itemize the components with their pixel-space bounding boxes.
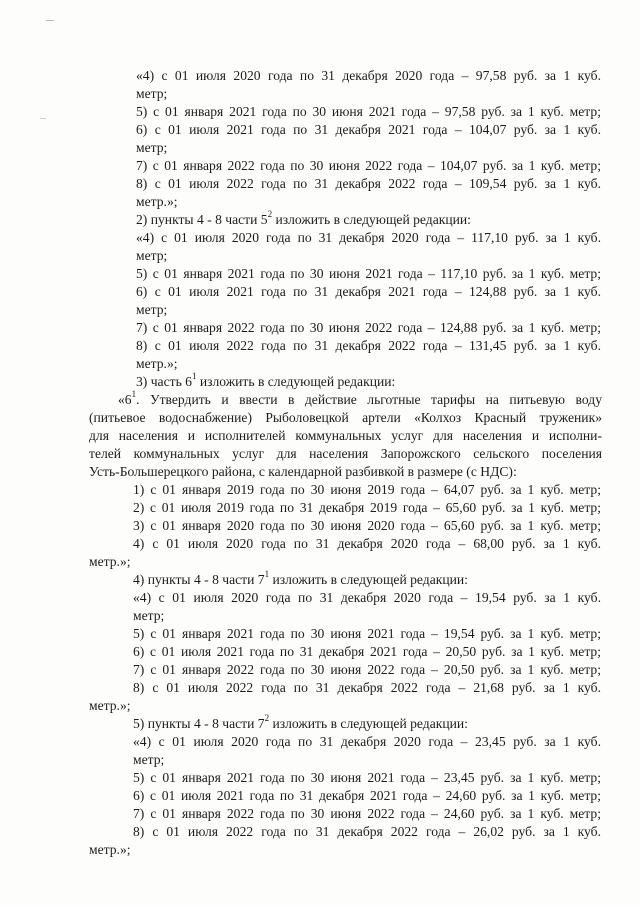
text-line bbox=[136, 248, 167, 264]
line-text: 7) с 01 января 2022 года по 30 июня 2022 года – 124,88 руб. за 1 куб. метр; bbox=[136, 320, 601, 335]
line-text: метр; bbox=[133, 608, 165, 623]
line-text: 8) с 01 июля 2022 года по 31 декабря 2022 года – 131,45 руб. за 1 куб. bbox=[136, 338, 601, 353]
text-line bbox=[133, 734, 601, 750]
line-text: 6) с 01 июля 2021 года по 31 декабря 2021 года – 20,50 руб. за 1 куб. метр; bbox=[133, 644, 601, 659]
line-text: метр; bbox=[136, 86, 168, 101]
line-text: 7) с 01 января 2022 года по 30 июня 2022 года – 20,50 руб. за 1 куб. метр; bbox=[133, 662, 601, 677]
text-line bbox=[136, 209, 471, 228]
line-text: 5) с 01 января 2021 года по 30 июня 2021 года – 117,10 руб. за 1 куб. метр; bbox=[136, 266, 601, 281]
text-line bbox=[133, 770, 601, 786]
line-text-after: изложить в следующей редакции: bbox=[196, 374, 396, 389]
line-text: метр.»; bbox=[89, 554, 131, 569]
text-line bbox=[136, 320, 601, 336]
text-line bbox=[133, 806, 601, 822]
text-line bbox=[136, 230, 601, 246]
text-line bbox=[136, 338, 601, 354]
line-text: 6) с 01 июля 2021 года по 31 декабря 2021 года – 124,88 руб. за 1 куб. bbox=[136, 284, 601, 299]
line-text: «6 bbox=[118, 392, 132, 407]
text-line bbox=[133, 500, 601, 516]
text-line bbox=[136, 158, 601, 174]
line-text-after: изложить в следующей редакции: bbox=[272, 212, 471, 227]
line-text: 4) пункты 4 - 8 части 7 bbox=[133, 572, 265, 587]
line-text: телей коммунальных услуг для населения Запорожского сельского поселения bbox=[89, 446, 602, 461]
text-line bbox=[89, 446, 602, 462]
text-line bbox=[118, 389, 602, 408]
text-line bbox=[136, 284, 601, 300]
text-line bbox=[136, 266, 601, 282]
line-text: 1) с 01 января 2019 года по 30 июня 2019 года – 64,07 руб. за 1 куб. метр; bbox=[133, 482, 601, 497]
text-line bbox=[136, 122, 601, 138]
line-text: 5) с 01 января 2021 года по 30 июня 2021 года – 97,58 руб. за 1 куб. метр; bbox=[136, 104, 601, 119]
line-text: 2) с 01 июля 2019 года по 31 декабря 2019 года – 65,60 руб. за 1 куб. метр; bbox=[133, 500, 601, 515]
line-text: 8) с 01 июля 2022 года по 31 декабря 2022 года – 21,68 руб. за 1 куб. bbox=[133, 680, 601, 695]
line-text: 8) с 01 июля 2022 года по 31 декабря 2022 года – 26,02 руб. за 1 куб. bbox=[133, 824, 601, 839]
line-text: метр.»; bbox=[136, 194, 178, 209]
line-text: «4) с 01 июля 2020 года по 31 декабря 2020 года – 23,45 руб. за 1 куб. bbox=[133, 734, 601, 749]
text-line bbox=[89, 698, 131, 714]
text-line bbox=[133, 482, 601, 498]
text-line bbox=[136, 371, 396, 390]
text-line bbox=[133, 608, 164, 624]
line-text: 2) пункты 4 - 8 части 5 bbox=[136, 212, 268, 227]
line-text: «4) с 01 июля 2020 года по 31 декабря 2020 года – 19,54 руб. за 1 куб. bbox=[133, 590, 601, 605]
line-text: метр; bbox=[136, 248, 168, 263]
text-line bbox=[89, 842, 131, 858]
text-line bbox=[136, 356, 178, 372]
line-text: 7) с 01 января 2022 года по 30 июня 2022 года – 104,07 руб. за 1 куб. метр; bbox=[136, 158, 601, 173]
scan-mark bbox=[46, 20, 54, 21]
text-line bbox=[136, 104, 601, 120]
line-text: метр.»; bbox=[89, 842, 131, 857]
text-line bbox=[133, 518, 601, 534]
text-line bbox=[133, 824, 601, 840]
text-line bbox=[133, 590, 601, 606]
line-text: метр; bbox=[136, 140, 168, 155]
line-text: Усть-Большерецкого района, с календарной разбивкой в размере (с НДС): bbox=[89, 464, 517, 479]
text-line bbox=[133, 752, 164, 768]
superscript: 1 bbox=[264, 569, 270, 580]
text-line bbox=[133, 626, 601, 642]
text-line bbox=[136, 86, 167, 102]
text-line bbox=[133, 536, 601, 552]
line-text: 3) часть 6 bbox=[136, 374, 192, 389]
text-line bbox=[89, 464, 517, 480]
text-line bbox=[133, 680, 601, 696]
line-text: 4) с 01 июля 2020 года по 31 декабря 2020 года – 68,00 руб. за 1 куб. bbox=[133, 536, 601, 551]
line-text: 8) с 01 июля 2022 года по 31 декабря 2022 года – 109,54 руб. за 1 куб. bbox=[136, 176, 601, 191]
line-text-after: изложить в следующей редакции: bbox=[269, 716, 468, 731]
line-text: 6) с 01 июля 2021 года по 31 декабря 2021 года – 24,60 руб. за 1 куб. метр; bbox=[133, 788, 601, 803]
line-text: для населения и исполнителей коммунальных услуг для населения и исполни- bbox=[89, 428, 602, 443]
text-line bbox=[89, 410, 602, 426]
text-line bbox=[133, 662, 601, 678]
line-text: метр; bbox=[133, 752, 165, 767]
line-text-after: . Утвердить и ввести в действие льготные тарифы на питьевую воду bbox=[136, 392, 602, 407]
text-line bbox=[136, 176, 601, 192]
line-text: 6) с 01 июля 2021 года по 31 декабря 2021 года – 104,07 руб. за 1 куб. bbox=[136, 122, 601, 137]
line-text: 3) с 01 января 2020 года по 30 июня 2020 года – 65,60 руб. за 1 куб. метр; bbox=[133, 518, 601, 533]
text-line bbox=[133, 713, 468, 732]
text-line bbox=[133, 788, 601, 804]
scan-mark bbox=[40, 118, 46, 119]
line-text-after: изложить в следующей редакции: bbox=[269, 572, 468, 587]
text-line bbox=[136, 194, 178, 210]
superscript: 2 bbox=[267, 209, 273, 220]
text-line bbox=[136, 302, 167, 318]
line-text: 5) с 01 января 2021 года по 30 июня 2021 года – 19,54 руб. за 1 куб. метр; bbox=[133, 626, 601, 641]
superscript: 2 bbox=[264, 713, 270, 724]
line-text: 5) пункты 4 - 8 части 7 bbox=[133, 716, 265, 731]
text-line bbox=[136, 68, 601, 84]
line-text: метр; bbox=[136, 302, 168, 317]
line-text: 7) с 01 января 2022 года по 30 июня 2022 года – 24,60 руб. за 1 куб. метр; bbox=[133, 806, 601, 821]
text-line bbox=[136, 140, 167, 156]
superscript: 1 bbox=[191, 371, 197, 382]
text-line bbox=[133, 569, 468, 588]
line-text: «4) с 01 июля 2020 года по 31 декабря 2020 года – 97,58 руб. за 1 куб. bbox=[136, 68, 601, 83]
superscript: 1 bbox=[131, 389, 137, 400]
text-line bbox=[133, 644, 601, 660]
line-text: метр.»; bbox=[136, 356, 178, 371]
line-text: «4) с 01 июля 2020 года по 31 декабря 2020 года – 117,10 руб. за 1 куб. bbox=[136, 230, 601, 245]
line-text: метр.»; bbox=[89, 698, 131, 713]
text-line bbox=[89, 554, 131, 570]
line-text: (питьевое водоснабжение) Рыболовецкой артели «Колхоз Красный труженик» bbox=[89, 410, 602, 425]
line-text: 5) с 01 января 2021 года по 30 июня 2021 года – 23,45 руб. за 1 куб. метр; bbox=[133, 770, 601, 785]
text-line bbox=[89, 428, 602, 444]
